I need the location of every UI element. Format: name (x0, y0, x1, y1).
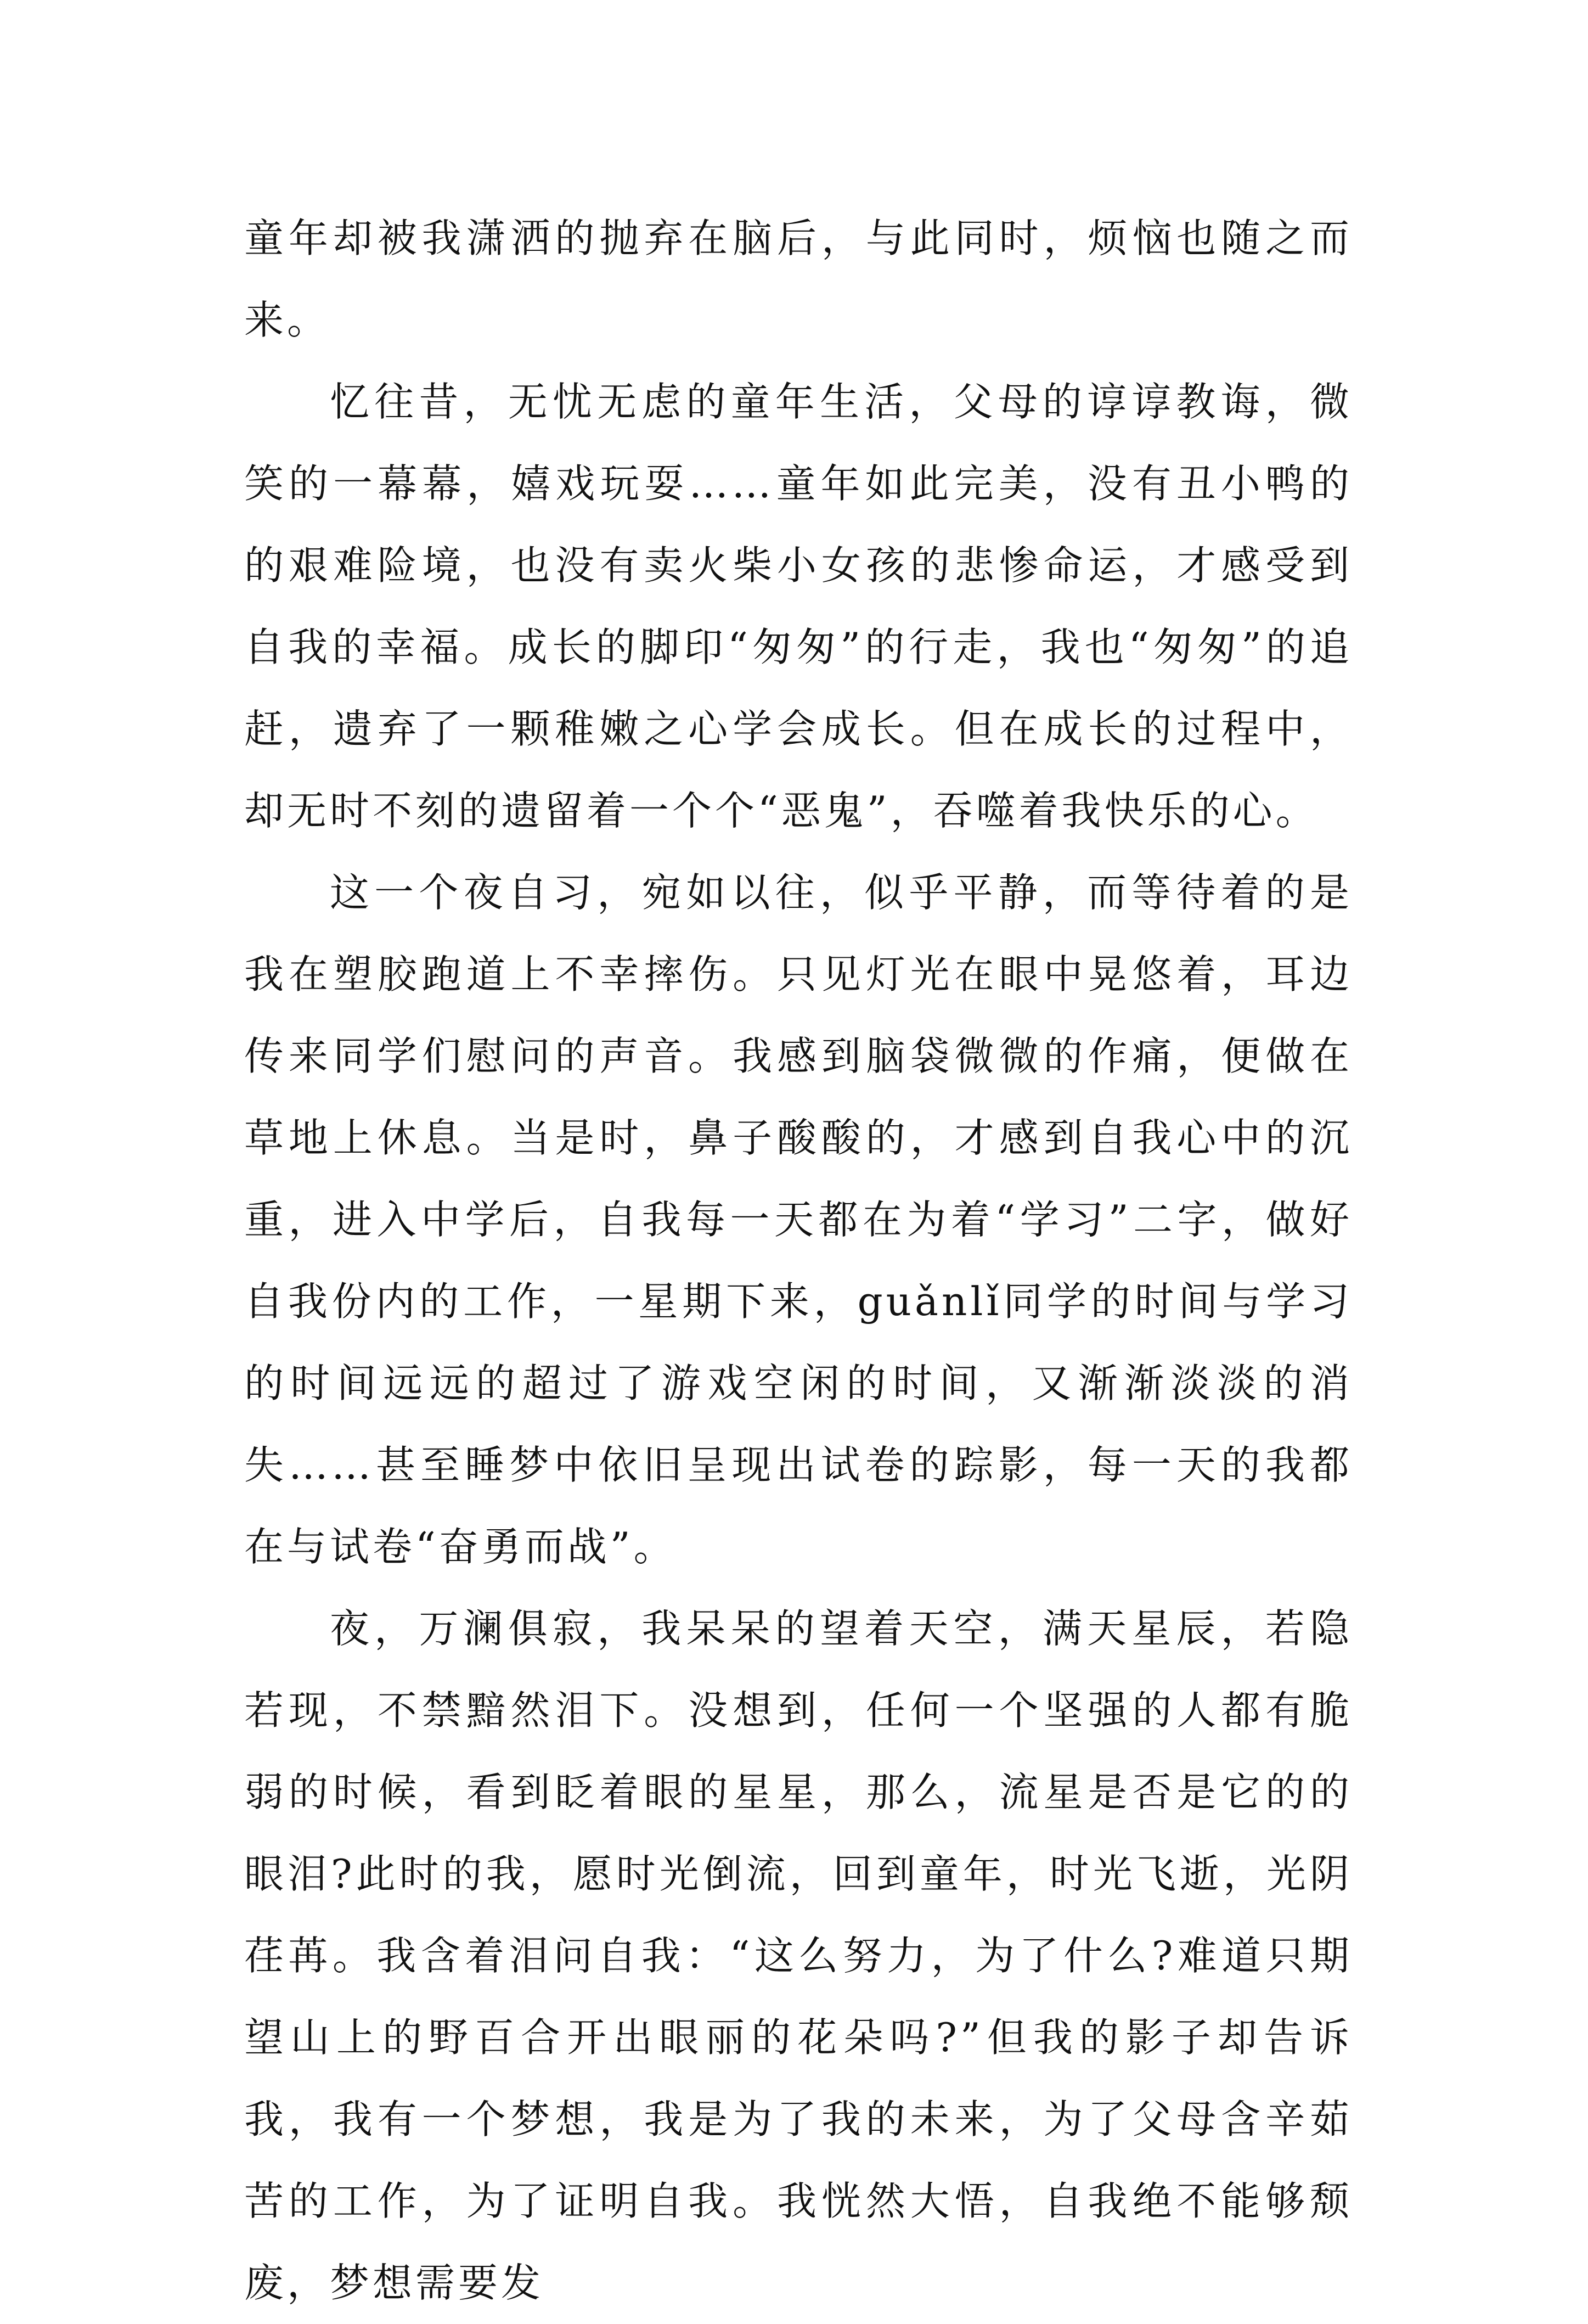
paragraph-4: 夜，万澜俱寂，我呆呆的望着天空，满天星辰，若隐若现，不禁黯然泪下。没想到，任何一个坚强的人都有脆弱的时候，看到眨着眼的星星，那么，流星是否是它的的眼泪?此时的我，愿时光倒流，回到童年，时光飞逝，光阴荏苒。我含着泪问自我：“这么努力，为了什么?难道只期望山上的野百合开出眼丽的花朵吗?”但我的影子却告诉我，我有一个梦想，我是为了我的未来，为了父母含辛茹苦的工作，为了证明自我。我恍然大悟，自我绝不能够颓废，梦想需要发 (244, 1606, 1353, 2306)
paragraph-2: 忆往昔，无忧无虑的童年生活，父母的谆谆教诲，微笑的一幕幕，嬉戏玩耍……童年如此完美，没有丑小鸭的的艰难险境，也没有卖火柴小女孩的悲惨命运，才感受到自我的幸福。成长的脚印“匆匆”的行走，我也“匆匆”的追赶，遗弃了一颗稚嫩之心学会成长。但在成长的过程中，却无时不刻的遗留着一个个“恶鬼”，吞噬着我快乐的心。 (244, 379, 1353, 834)
paragraph-3: 这一个夜自习，宛如以往，似乎平静，而等待着的是我在塑胶跑道上不幸摔伤。只见灯光在眼中晃悠着，耳边传来同学们慰问的声音。我感到脑袋微微的作痛，便做在草地上休息。当是时，鼻子酸酸的，才感到自我心中的沉重，进入中学后，自我每一天都在为着“学习”二字，做好自我份内的工作，一星期下来，guǎnlǐ同学的时间与学习的时间远远的超过了游戏空闲的时间，又渐渐淡淡的消失……甚至睡梦中依旧呈现出试卷的踪影，每一天的我都在与试卷“奋勇而战”。 (244, 869, 1353, 1570)
essay-body (244, 198, 1353, 2324)
paragraph-1: 童年却被我潇洒的抛弃在脑后，与此同时，烦恼也随之而来。 (244, 215, 1353, 343)
